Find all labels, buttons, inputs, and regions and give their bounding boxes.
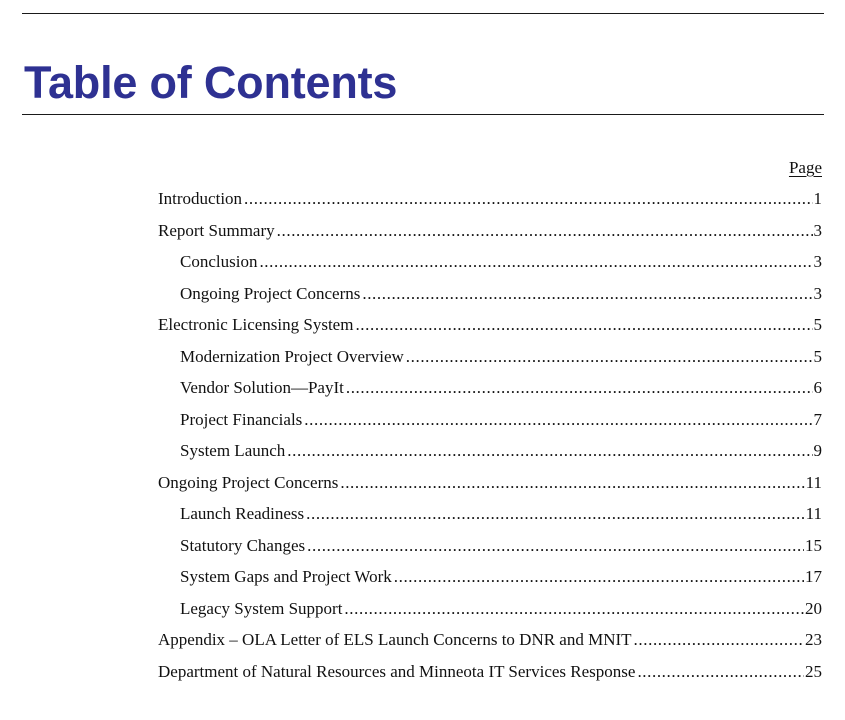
toc-entry-label: Legacy System Support — [180, 598, 343, 618]
toc-entry-page-number: 5 — [813, 315, 822, 334]
toc-dot-leader — [406, 346, 813, 368]
toc-entry-page-number: 5 — [813, 346, 822, 366]
toc-entry-label: Introduction — [158, 189, 243, 208]
toc-dot-leader — [344, 598, 804, 620]
toc-entry-label: Modernization Project Overview — [180, 346, 404, 366]
toc-entry-page-number: 15 — [805, 535, 822, 555]
toc-entry-page-number: 6 — [813, 378, 822, 397]
toc-dot-leader — [277, 220, 813, 242]
toc-entry[interactable] — [158, 440, 822, 472]
toc-dot-leader — [362, 283, 812, 305]
toc-dot-leader — [355, 314, 812, 336]
toc-dot-leader — [634, 629, 804, 651]
toc-entry-label: System Launch — [180, 441, 286, 460]
toc-dot-leader — [394, 566, 804, 588]
title-rule — [22, 114, 824, 115]
toc-entry-page-number: 3 — [813, 283, 822, 303]
toc-dot-leader — [244, 188, 812, 210]
toc-dot-leader — [306, 503, 804, 525]
toc-entry-label: Statutory Changes — [180, 535, 306, 555]
toc-entry-page-number: 3 — [813, 252, 822, 271]
toc-entry-page-number: 20 — [805, 598, 822, 618]
toc-entry[interactable] — [158, 220, 822, 252]
toc-entry[interactable] — [158, 598, 822, 630]
toc-entry-page-number: 3 — [813, 220, 822, 240]
toc-entry-label: Conclusion — [180, 252, 258, 271]
toc-entry-label: Appendix – OLA Letter of ELS Launch Concerns to DNR and MNIT — [158, 630, 632, 649]
toc-list — [158, 188, 822, 692]
page-title: Table of Contents — [24, 57, 398, 108]
toc-entry-label: Ongoing Project Concerns — [180, 283, 361, 303]
toc-entry[interactable] — [158, 472, 822, 504]
toc-entry[interactable] — [158, 629, 822, 661]
toc-dot-leader — [340, 472, 804, 494]
toc-entry-page-number: 23 — [805, 630, 822, 649]
toc-entry[interactable] — [158, 535, 822, 567]
toc-entry[interactable] — [158, 503, 822, 535]
toc-entry[interactable] — [158, 188, 822, 220]
toc-dot-leader — [304, 409, 812, 431]
toc-dot-leader — [637, 661, 804, 683]
toc-entry-page-number: 17 — [805, 567, 822, 586]
toc-entry-page-number: 11 — [805, 504, 822, 523]
toc-entry-label: Report Summary — [158, 220, 275, 240]
toc-entry-label: Vendor Solution—PayIt — [180, 378, 344, 397]
toc-entry-label: System Gaps and Project Work — [180, 567, 392, 586]
toc-entry[interactable] — [158, 377, 822, 409]
toc-entry-label: Department of Natural Resources and Minneota IT Services Response — [158, 661, 636, 681]
page-column-header: Page — [788, 158, 822, 177]
toc-entry[interactable] — [158, 409, 822, 441]
toc-entry[interactable] — [158, 661, 822, 693]
toc-entry-label: Project Financials — [180, 409, 303, 429]
toc-entry-label: Launch Readiness — [180, 504, 305, 523]
toc-entry[interactable] — [158, 346, 822, 378]
toc-dot-leader — [259, 251, 812, 273]
toc-entry-page-number: 9 — [813, 441, 822, 460]
toc-entry[interactable] — [158, 314, 822, 346]
toc-dot-leader — [307, 535, 804, 557]
toc-entry-page-number: 7 — [813, 409, 822, 429]
toc-entry-page-number: 25 — [805, 661, 822, 681]
toc-entry-label: Ongoing Project Concerns — [158, 472, 339, 492]
toc-entry-page-number: 11 — [805, 472, 822, 492]
toc-dot-leader — [287, 440, 812, 462]
toc-entry[interactable] — [158, 283, 822, 315]
toc-entry[interactable] — [158, 566, 822, 598]
toc-entry[interactable] — [158, 251, 822, 283]
top-rule — [22, 13, 824, 14]
toc-dot-leader — [346, 377, 813, 399]
toc-entry-label: Electronic Licensing System — [158, 315, 354, 334]
toc-entry-page-number: 1 — [813, 189, 822, 208]
